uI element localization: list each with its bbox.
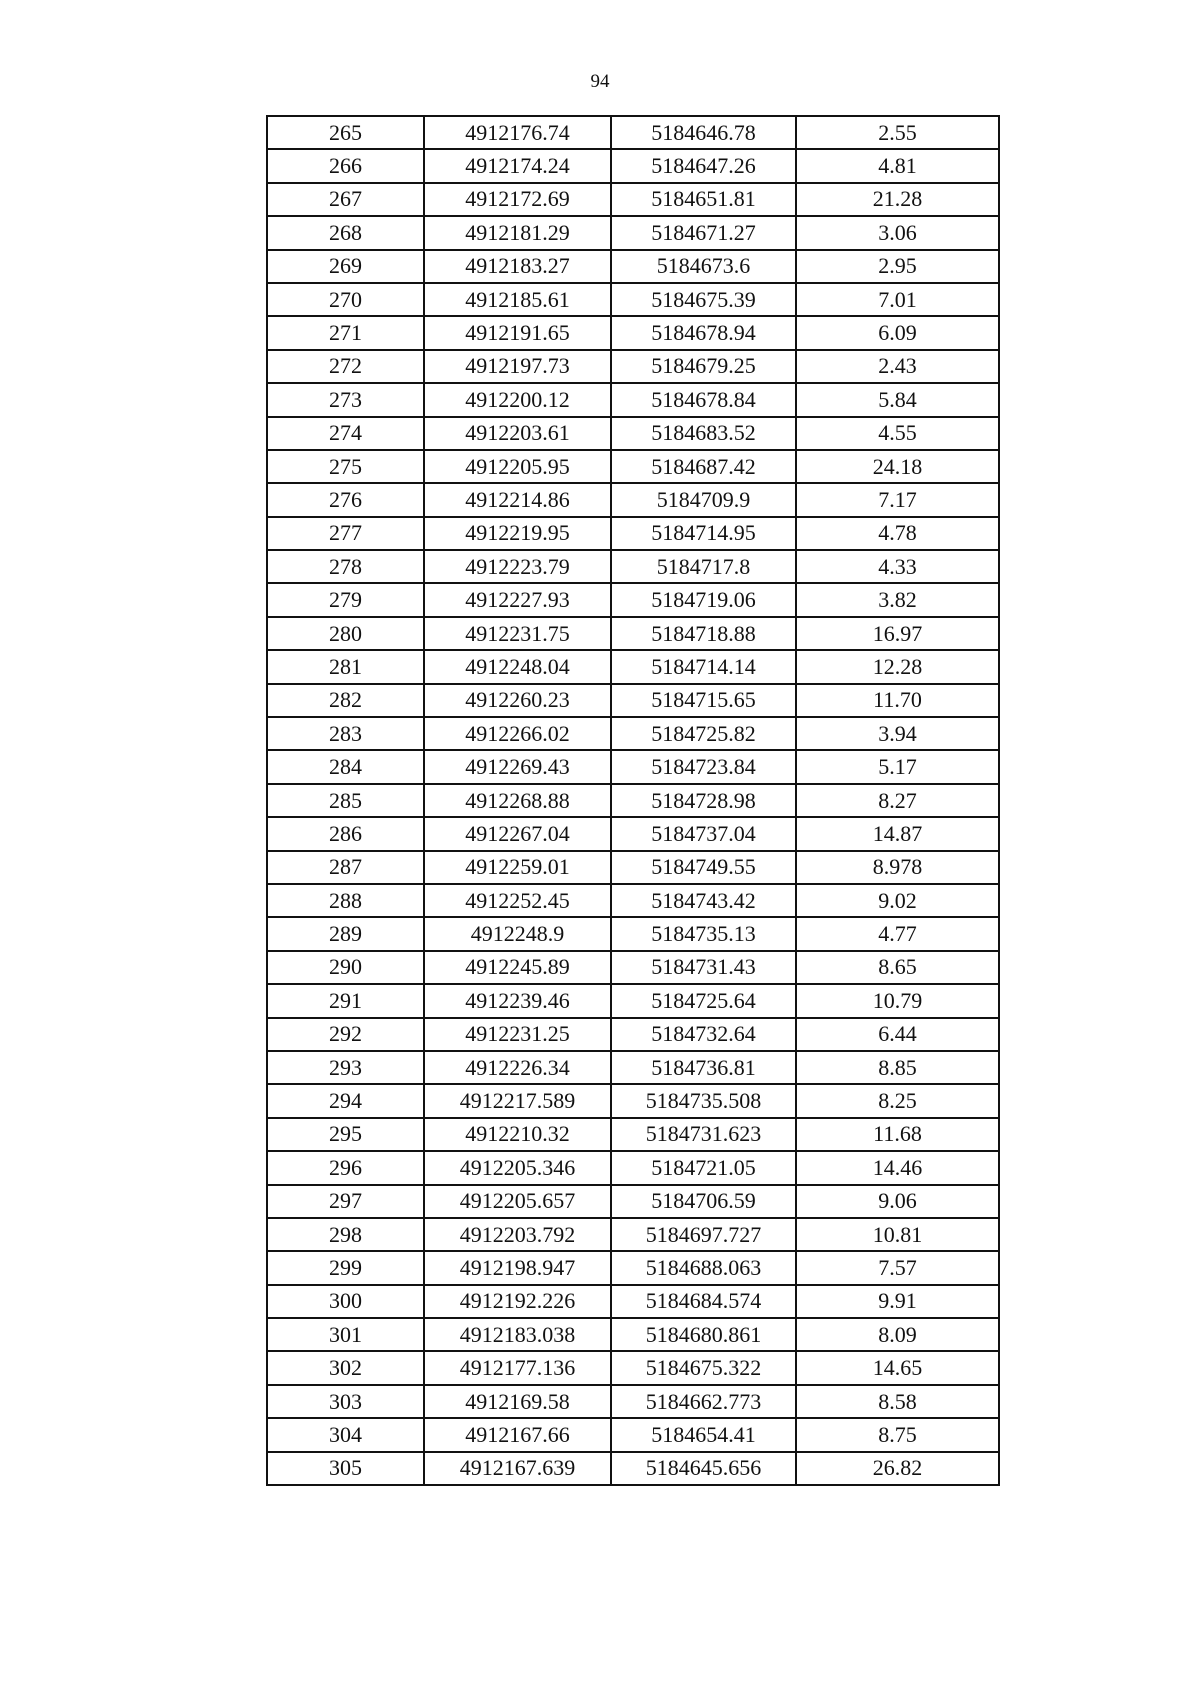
y-coordinate-cell: 5184719.06 xyxy=(611,583,796,616)
table-row xyxy=(267,250,999,283)
distance-cell: 21.28 xyxy=(796,183,999,216)
point-number-cell: 270 xyxy=(267,283,424,316)
y-coordinate-cell: 5184749.55 xyxy=(611,851,796,884)
table-row xyxy=(267,149,999,182)
table-row xyxy=(267,583,999,616)
point-number-cell: 282 xyxy=(267,684,424,717)
point-number-cell: 286 xyxy=(267,817,424,850)
x-coordinate-cell: 4912176.74 xyxy=(424,116,611,149)
y-coordinate-cell: 5184679.25 xyxy=(611,350,796,383)
table-row xyxy=(267,951,999,984)
y-coordinate-cell: 5184651.81 xyxy=(611,183,796,216)
y-coordinate-cell: 5184680.861 xyxy=(611,1318,796,1351)
table-row xyxy=(267,1385,999,1418)
x-coordinate-cell: 4912217.589 xyxy=(424,1084,611,1117)
x-coordinate-cell: 4912167.66 xyxy=(424,1418,611,1451)
x-coordinate-cell: 4912269.43 xyxy=(424,750,611,783)
y-coordinate-cell: 5184735.13 xyxy=(611,917,796,950)
y-coordinate-cell: 5184684.574 xyxy=(611,1285,796,1318)
y-coordinate-cell: 5184675.39 xyxy=(611,283,796,316)
distance-cell: 9.02 xyxy=(796,884,999,917)
x-coordinate-cell: 4912239.46 xyxy=(424,984,611,1017)
point-number-cell: 294 xyxy=(267,1084,424,1117)
distance-cell: 16.97 xyxy=(796,617,999,650)
point-number-cell: 265 xyxy=(267,116,424,149)
distance-cell: 6.44 xyxy=(796,1018,999,1051)
point-number-cell: 303 xyxy=(267,1385,424,1418)
table-row xyxy=(267,550,999,583)
x-coordinate-cell: 4912252.45 xyxy=(424,884,611,917)
table-row xyxy=(267,1351,999,1384)
table-row xyxy=(267,1084,999,1117)
y-coordinate-cell: 5184717.8 xyxy=(611,550,796,583)
point-number-cell: 292 xyxy=(267,1018,424,1051)
x-coordinate-cell: 4912248.04 xyxy=(424,650,611,683)
point-number-cell: 299 xyxy=(267,1251,424,1284)
point-number-cell: 269 xyxy=(267,250,424,283)
x-coordinate-cell: 4912185.61 xyxy=(424,283,611,316)
table-row xyxy=(267,1452,999,1485)
table-row xyxy=(267,450,999,483)
x-coordinate-cell: 4912219.95 xyxy=(424,517,611,550)
x-coordinate-cell: 4912200.12 xyxy=(424,383,611,416)
distance-cell: 8.75 xyxy=(796,1418,999,1451)
distance-cell: 10.81 xyxy=(796,1218,999,1251)
y-coordinate-cell: 5184743.42 xyxy=(611,884,796,917)
table-row xyxy=(267,517,999,550)
point-number-cell: 301 xyxy=(267,1318,424,1351)
distance-cell: 14.65 xyxy=(796,1351,999,1384)
distance-cell: 4.81 xyxy=(796,149,999,182)
x-coordinate-cell: 4912183.038 xyxy=(424,1318,611,1351)
point-number-cell: 266 xyxy=(267,149,424,182)
x-coordinate-cell: 4912268.88 xyxy=(424,784,611,817)
point-number-cell: 288 xyxy=(267,884,424,917)
point-number-cell: 271 xyxy=(267,316,424,349)
x-coordinate-cell: 4912231.25 xyxy=(424,1018,611,1051)
y-coordinate-cell: 5184725.82 xyxy=(611,717,796,750)
y-coordinate-cell: 5184697.727 xyxy=(611,1218,796,1251)
distance-cell: 26.82 xyxy=(796,1452,999,1485)
distance-cell: 4.55 xyxy=(796,417,999,450)
point-number-cell: 284 xyxy=(267,750,424,783)
point-number-cell: 272 xyxy=(267,350,424,383)
table-row xyxy=(267,1151,999,1184)
x-coordinate-cell: 4912226.34 xyxy=(424,1051,611,1084)
y-coordinate-cell: 5184654.41 xyxy=(611,1418,796,1451)
distance-cell: 8.978 xyxy=(796,851,999,884)
table-row xyxy=(267,884,999,917)
table-row xyxy=(267,1018,999,1051)
table-row xyxy=(267,817,999,850)
x-coordinate-cell: 4912197.73 xyxy=(424,350,611,383)
table-row xyxy=(267,183,999,216)
distance-cell: 3.94 xyxy=(796,717,999,750)
x-coordinate-cell: 4912191.65 xyxy=(424,316,611,349)
y-coordinate-cell: 5184645.656 xyxy=(611,1452,796,1485)
point-number-cell: 277 xyxy=(267,517,424,550)
distance-cell: 8.85 xyxy=(796,1051,999,1084)
y-coordinate-cell: 5184723.84 xyxy=(611,750,796,783)
table-row xyxy=(267,1251,999,1284)
x-coordinate-cell: 4912167.639 xyxy=(424,1452,611,1485)
x-coordinate-cell: 4912183.27 xyxy=(424,250,611,283)
table-row xyxy=(267,1318,999,1351)
table-row xyxy=(267,717,999,750)
x-coordinate-cell: 4912192.226 xyxy=(424,1285,611,1318)
x-coordinate-cell: 4912203.792 xyxy=(424,1218,611,1251)
y-coordinate-cell: 5184715.65 xyxy=(611,684,796,717)
y-coordinate-cell: 5184721.05 xyxy=(611,1151,796,1184)
y-coordinate-cell: 5184675.322 xyxy=(611,1351,796,1384)
distance-cell: 4.33 xyxy=(796,550,999,583)
x-coordinate-cell: 4912248.9 xyxy=(424,917,611,950)
table-row xyxy=(267,684,999,717)
point-number-cell: 274 xyxy=(267,417,424,450)
x-coordinate-cell: 4912245.89 xyxy=(424,951,611,984)
x-coordinate-cell: 4912266.02 xyxy=(424,717,611,750)
coordinates-table-body xyxy=(267,116,999,1485)
point-number-cell: 275 xyxy=(267,450,424,483)
point-number-cell: 302 xyxy=(267,1351,424,1384)
y-coordinate-cell: 5184728.98 xyxy=(611,784,796,817)
x-coordinate-cell: 4912203.61 xyxy=(424,417,611,450)
y-coordinate-cell: 5184647.26 xyxy=(611,149,796,182)
point-number-cell: 293 xyxy=(267,1051,424,1084)
table-row xyxy=(267,383,999,416)
y-coordinate-cell: 5184714.95 xyxy=(611,517,796,550)
table-row xyxy=(267,1185,999,1218)
point-number-cell: 279 xyxy=(267,583,424,616)
distance-cell: 2.43 xyxy=(796,350,999,383)
point-number-cell: 291 xyxy=(267,984,424,1017)
distance-cell: 8.25 xyxy=(796,1084,999,1117)
x-coordinate-cell: 4912205.346 xyxy=(424,1151,611,1184)
distance-cell: 12.28 xyxy=(796,650,999,683)
distance-cell: 7.17 xyxy=(796,483,999,516)
distance-cell: 7.57 xyxy=(796,1251,999,1284)
table-row xyxy=(267,984,999,1017)
table-row xyxy=(267,1118,999,1151)
y-coordinate-cell: 5184731.43 xyxy=(611,951,796,984)
point-number-cell: 268 xyxy=(267,216,424,249)
table-row xyxy=(267,216,999,249)
distance-cell: 14.87 xyxy=(796,817,999,850)
table-row xyxy=(267,483,999,516)
point-number-cell: 280 xyxy=(267,617,424,650)
table-row xyxy=(267,283,999,316)
distance-cell: 24.18 xyxy=(796,450,999,483)
x-coordinate-cell: 4912205.95 xyxy=(424,450,611,483)
table-row xyxy=(267,650,999,683)
y-coordinate-cell: 5184714.14 xyxy=(611,650,796,683)
table-row xyxy=(267,316,999,349)
point-number-cell: 287 xyxy=(267,851,424,884)
x-coordinate-cell: 4912223.79 xyxy=(424,550,611,583)
point-number-cell: 267 xyxy=(267,183,424,216)
point-number-cell: 300 xyxy=(267,1285,424,1318)
distance-cell: 14.46 xyxy=(796,1151,999,1184)
distance-cell: 11.70 xyxy=(796,684,999,717)
table-row xyxy=(267,1418,999,1451)
y-coordinate-cell: 5184731.623 xyxy=(611,1118,796,1151)
point-number-cell: 281 xyxy=(267,650,424,683)
point-number-cell: 296 xyxy=(267,1151,424,1184)
distance-cell: 9.06 xyxy=(796,1185,999,1218)
table-row xyxy=(267,917,999,950)
y-coordinate-cell: 5184673.6 xyxy=(611,250,796,283)
x-coordinate-cell: 4912205.657 xyxy=(424,1185,611,1218)
point-number-cell: 297 xyxy=(267,1185,424,1218)
point-number-cell: 289 xyxy=(267,917,424,950)
table-row xyxy=(267,1218,999,1251)
table-row xyxy=(267,1285,999,1318)
table-row xyxy=(267,750,999,783)
y-coordinate-cell: 5184725.64 xyxy=(611,984,796,1017)
table-row xyxy=(267,417,999,450)
x-coordinate-cell: 4912214.86 xyxy=(424,483,611,516)
coordinates-table xyxy=(266,115,1000,1486)
x-coordinate-cell: 4912177.136 xyxy=(424,1351,611,1384)
y-coordinate-cell: 5184709.9 xyxy=(611,483,796,516)
y-coordinate-cell: 5184735.508 xyxy=(611,1084,796,1117)
point-number-cell: 290 xyxy=(267,951,424,984)
y-coordinate-cell: 5184736.81 xyxy=(611,1051,796,1084)
point-number-cell: 276 xyxy=(267,483,424,516)
x-coordinate-cell: 4912260.23 xyxy=(424,684,611,717)
distance-cell: 5.17 xyxy=(796,750,999,783)
distance-cell: 8.09 xyxy=(796,1318,999,1351)
y-coordinate-cell: 5184706.59 xyxy=(611,1185,796,1218)
table-row xyxy=(267,116,999,149)
y-coordinate-cell: 5184688.063 xyxy=(611,1251,796,1284)
page-number: 94 xyxy=(590,71,610,92)
table-row xyxy=(267,1051,999,1084)
distance-cell: 7.01 xyxy=(796,283,999,316)
x-coordinate-cell: 4912198.947 xyxy=(424,1251,611,1284)
distance-cell: 8.65 xyxy=(796,951,999,984)
y-coordinate-cell: 5184662.773 xyxy=(611,1385,796,1418)
x-coordinate-cell: 4912169.58 xyxy=(424,1385,611,1418)
distance-cell: 4.77 xyxy=(796,917,999,950)
distance-cell: 2.55 xyxy=(796,116,999,149)
y-coordinate-cell: 5184678.94 xyxy=(611,316,796,349)
x-coordinate-cell: 4912259.01 xyxy=(424,851,611,884)
y-coordinate-cell: 5184671.27 xyxy=(611,216,796,249)
y-coordinate-cell: 5184737.04 xyxy=(611,817,796,850)
distance-cell: 11.68 xyxy=(796,1118,999,1151)
y-coordinate-cell: 5184687.42 xyxy=(611,450,796,483)
point-number-cell: 278 xyxy=(267,550,424,583)
distance-cell: 10.79 xyxy=(796,984,999,1017)
distance-cell: 3.82 xyxy=(796,583,999,616)
point-number-cell: 273 xyxy=(267,383,424,416)
table-row xyxy=(267,784,999,817)
x-coordinate-cell: 4912227.93 xyxy=(424,583,611,616)
distance-cell: 9.91 xyxy=(796,1285,999,1318)
y-coordinate-cell: 5184732.64 xyxy=(611,1018,796,1051)
table-row xyxy=(267,851,999,884)
y-coordinate-cell: 5184646.78 xyxy=(611,116,796,149)
x-coordinate-cell: 4912174.24 xyxy=(424,149,611,182)
point-number-cell: 295 xyxy=(267,1118,424,1151)
x-coordinate-cell: 4912267.04 xyxy=(424,817,611,850)
x-coordinate-cell: 4912231.75 xyxy=(424,617,611,650)
point-number-cell: 298 xyxy=(267,1218,424,1251)
y-coordinate-cell: 5184683.52 xyxy=(611,417,796,450)
table-row xyxy=(267,617,999,650)
distance-cell: 6.09 xyxy=(796,316,999,349)
distance-cell: 8.58 xyxy=(796,1385,999,1418)
distance-cell: 3.06 xyxy=(796,216,999,249)
table-row xyxy=(267,350,999,383)
distance-cell: 8.27 xyxy=(796,784,999,817)
point-number-cell: 304 xyxy=(267,1418,424,1451)
x-coordinate-cell: 4912181.29 xyxy=(424,216,611,249)
point-number-cell: 305 xyxy=(267,1452,424,1485)
y-coordinate-cell: 5184678.84 xyxy=(611,383,796,416)
distance-cell: 2.95 xyxy=(796,250,999,283)
y-coordinate-cell: 5184718.88 xyxy=(611,617,796,650)
distance-cell: 4.78 xyxy=(796,517,999,550)
distance-cell: 5.84 xyxy=(796,383,999,416)
point-number-cell: 285 xyxy=(267,784,424,817)
x-coordinate-cell: 4912172.69 xyxy=(424,183,611,216)
x-coordinate-cell: 4912210.32 xyxy=(424,1118,611,1151)
point-number-cell: 283 xyxy=(267,717,424,750)
